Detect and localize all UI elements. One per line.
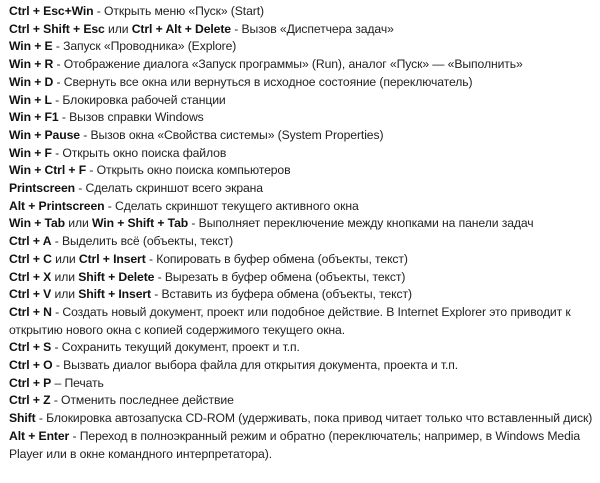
shortcut-entry [9, 215, 597, 233]
shortcut-keys: Win + L [9, 92, 52, 107]
shortcut-entry [9, 3, 597, 21]
shortcut-keys-alt: Shift + Delete [78, 269, 155, 284]
shortcut-description: - Открыть меню «Пуск» (Start) [93, 4, 264, 18]
shortcut-keys-alt: Shift + Insert [78, 287, 151, 302]
shortcut-description: - Блокировка рабочей станции [51, 92, 226, 107]
shortcut-keys: Ctrl + C [9, 251, 52, 266]
shortcut-keys: Win + Tab [9, 216, 65, 231]
shortcut-description: - Вызов окна «Свойства системы» (System Properties) [79, 127, 384, 142]
shortcut-keys: Ctrl + Z [9, 393, 51, 408]
shortcut-keys: Ctrl + O [9, 358, 53, 373]
shortcut-entry [9, 145, 597, 163]
shortcut-entry [9, 428, 597, 463]
shortcut-entry [9, 375, 597, 393]
shortcut-entry [9, 109, 597, 127]
shortcut-entry [9, 410, 597, 428]
shortcut-keys: Printscreen [9, 181, 75, 196]
shortcut-entry [9, 251, 597, 269]
shortcut-keys: Win + E [9, 39, 53, 54]
shortcut-description: - Отменить последнее действие [50, 393, 234, 408]
shortcut-entry [9, 357, 597, 375]
shortcut-entry [9, 339, 597, 357]
shortcut-description: - Сделать скриншот всего экрана [74, 181, 263, 196]
shortcut-keys-alt: Win + Shift + Tab [91, 216, 189, 231]
shortcut-keys: Ctrl + V [9, 287, 52, 302]
shortcut-entry [9, 21, 597, 39]
shortcut-keys: Win + F [9, 145, 52, 160]
shortcut-joiner: или [104, 21, 132, 36]
shortcut-entry [9, 269, 597, 287]
shortcut-keys-alt: Ctrl + Insert [78, 251, 146, 266]
shortcuts-list [9, 3, 597, 463]
shortcut-keys: Ctrl + Shift + Esc [9, 21, 105, 36]
shortcut-keys: Win + Ctrl + F [9, 163, 87, 178]
shortcut-entry [9, 162, 597, 180]
shortcut-entry [9, 38, 597, 56]
shortcut-entry [9, 233, 597, 251]
shortcut-description: - Вызвать диалог выбора файла для открытия документа, проекта и т.п. [52, 358, 459, 373]
shortcut-description: - Выделить всё (объекты, текст) [51, 234, 234, 249]
shortcut-description: - Свернуть все окна или вернуться в исходное состояние (переключатель) [53, 74, 473, 89]
shortcut-keys: Shift [9, 411, 36, 426]
shortcut-description: - Вырезать в буфер обмена (объекты, текст) [154, 269, 406, 284]
shortcut-description: - Отображение диалога «Запуск программы» (Run), аналог «Пуск» — «Выполнить» [53, 57, 523, 72]
shortcut-keys: Ctrl + S [9, 340, 52, 355]
shortcut-joiner: или [64, 216, 92, 231]
shortcut-entry [9, 74, 597, 92]
shortcut-joiner: или [51, 251, 79, 266]
shortcut-description: - Вызов «Диспетчера задач» [230, 21, 394, 36]
shortcut-keys: Win + D [9, 74, 54, 89]
shortcut-keys: Ctrl + X [9, 269, 52, 284]
shortcut-keys: Alt + Enter [9, 428, 70, 443]
shortcut-keys-alt: Ctrl + Alt + Delete [131, 21, 231, 36]
shortcut-keys: Ctrl + Esc+Win [9, 4, 94, 18]
shortcut-description: - Выполняет переключение между кнопками на панели задач [188, 216, 534, 231]
shortcut-entry [9, 286, 597, 304]
shortcut-entry [9, 180, 597, 198]
shortcut-description: - Сохранить текущий документ, проект и т.п. [51, 340, 300, 355]
shortcut-description: - Запуск «Проводника» (Explore) [52, 39, 237, 54]
shortcut-entry [9, 304, 597, 339]
shortcut-description: - Блокировка автозапуска CD-ROM (удерживать, пока привод читает только что вставленный диск) [35, 411, 593, 426]
shortcut-description: - Вызов справки Windows [58, 110, 204, 125]
shortcut-joiner: или [51, 269, 79, 284]
shortcut-keys: Win + F1 [9, 110, 59, 125]
shortcut-description: - Вставить из буфера обмена (объекты, текст) [150, 287, 412, 302]
shortcut-keys: Alt + Printscreen [9, 198, 105, 213]
shortcut-keys: Ctrl + N [9, 304, 52, 319]
shortcut-joiner: или [51, 287, 79, 302]
shortcut-keys: Ctrl + P [9, 375, 52, 390]
shortcut-description: - Открыть окно поиска компьютеров [86, 163, 291, 178]
shortcut-description: - Создать новый документ, проект или подобное действие. В Internet Explorer это приводит к открытию нового окна с копией содержимого текущего окна. [9, 304, 571, 337]
shortcut-description: - Сделать скриншот текущего активного окна [104, 198, 359, 213]
shortcut-entry [9, 198, 597, 216]
shortcut-description: - Переход в полноэкранный режим и обратно (переключатель; например, в Windows Media Player или в окне командного интерпретатора). [9, 428, 581, 461]
shortcut-entry [9, 56, 597, 74]
shortcut-keys: Win + Pause [9, 127, 80, 142]
shortcut-description: - Открыть окно поиска файлов [51, 145, 227, 160]
shortcut-entry [9, 392, 597, 410]
shortcut-entry [9, 127, 597, 145]
shortcut-description: – Печать [51, 375, 104, 390]
shortcut-description: - Копировать в буфер обмена (объекты, текст) [145, 251, 408, 266]
shortcut-keys: Win + R [9, 57, 54, 72]
shortcut-keys: Ctrl + A [9, 234, 52, 249]
shortcut-entry [9, 92, 597, 110]
